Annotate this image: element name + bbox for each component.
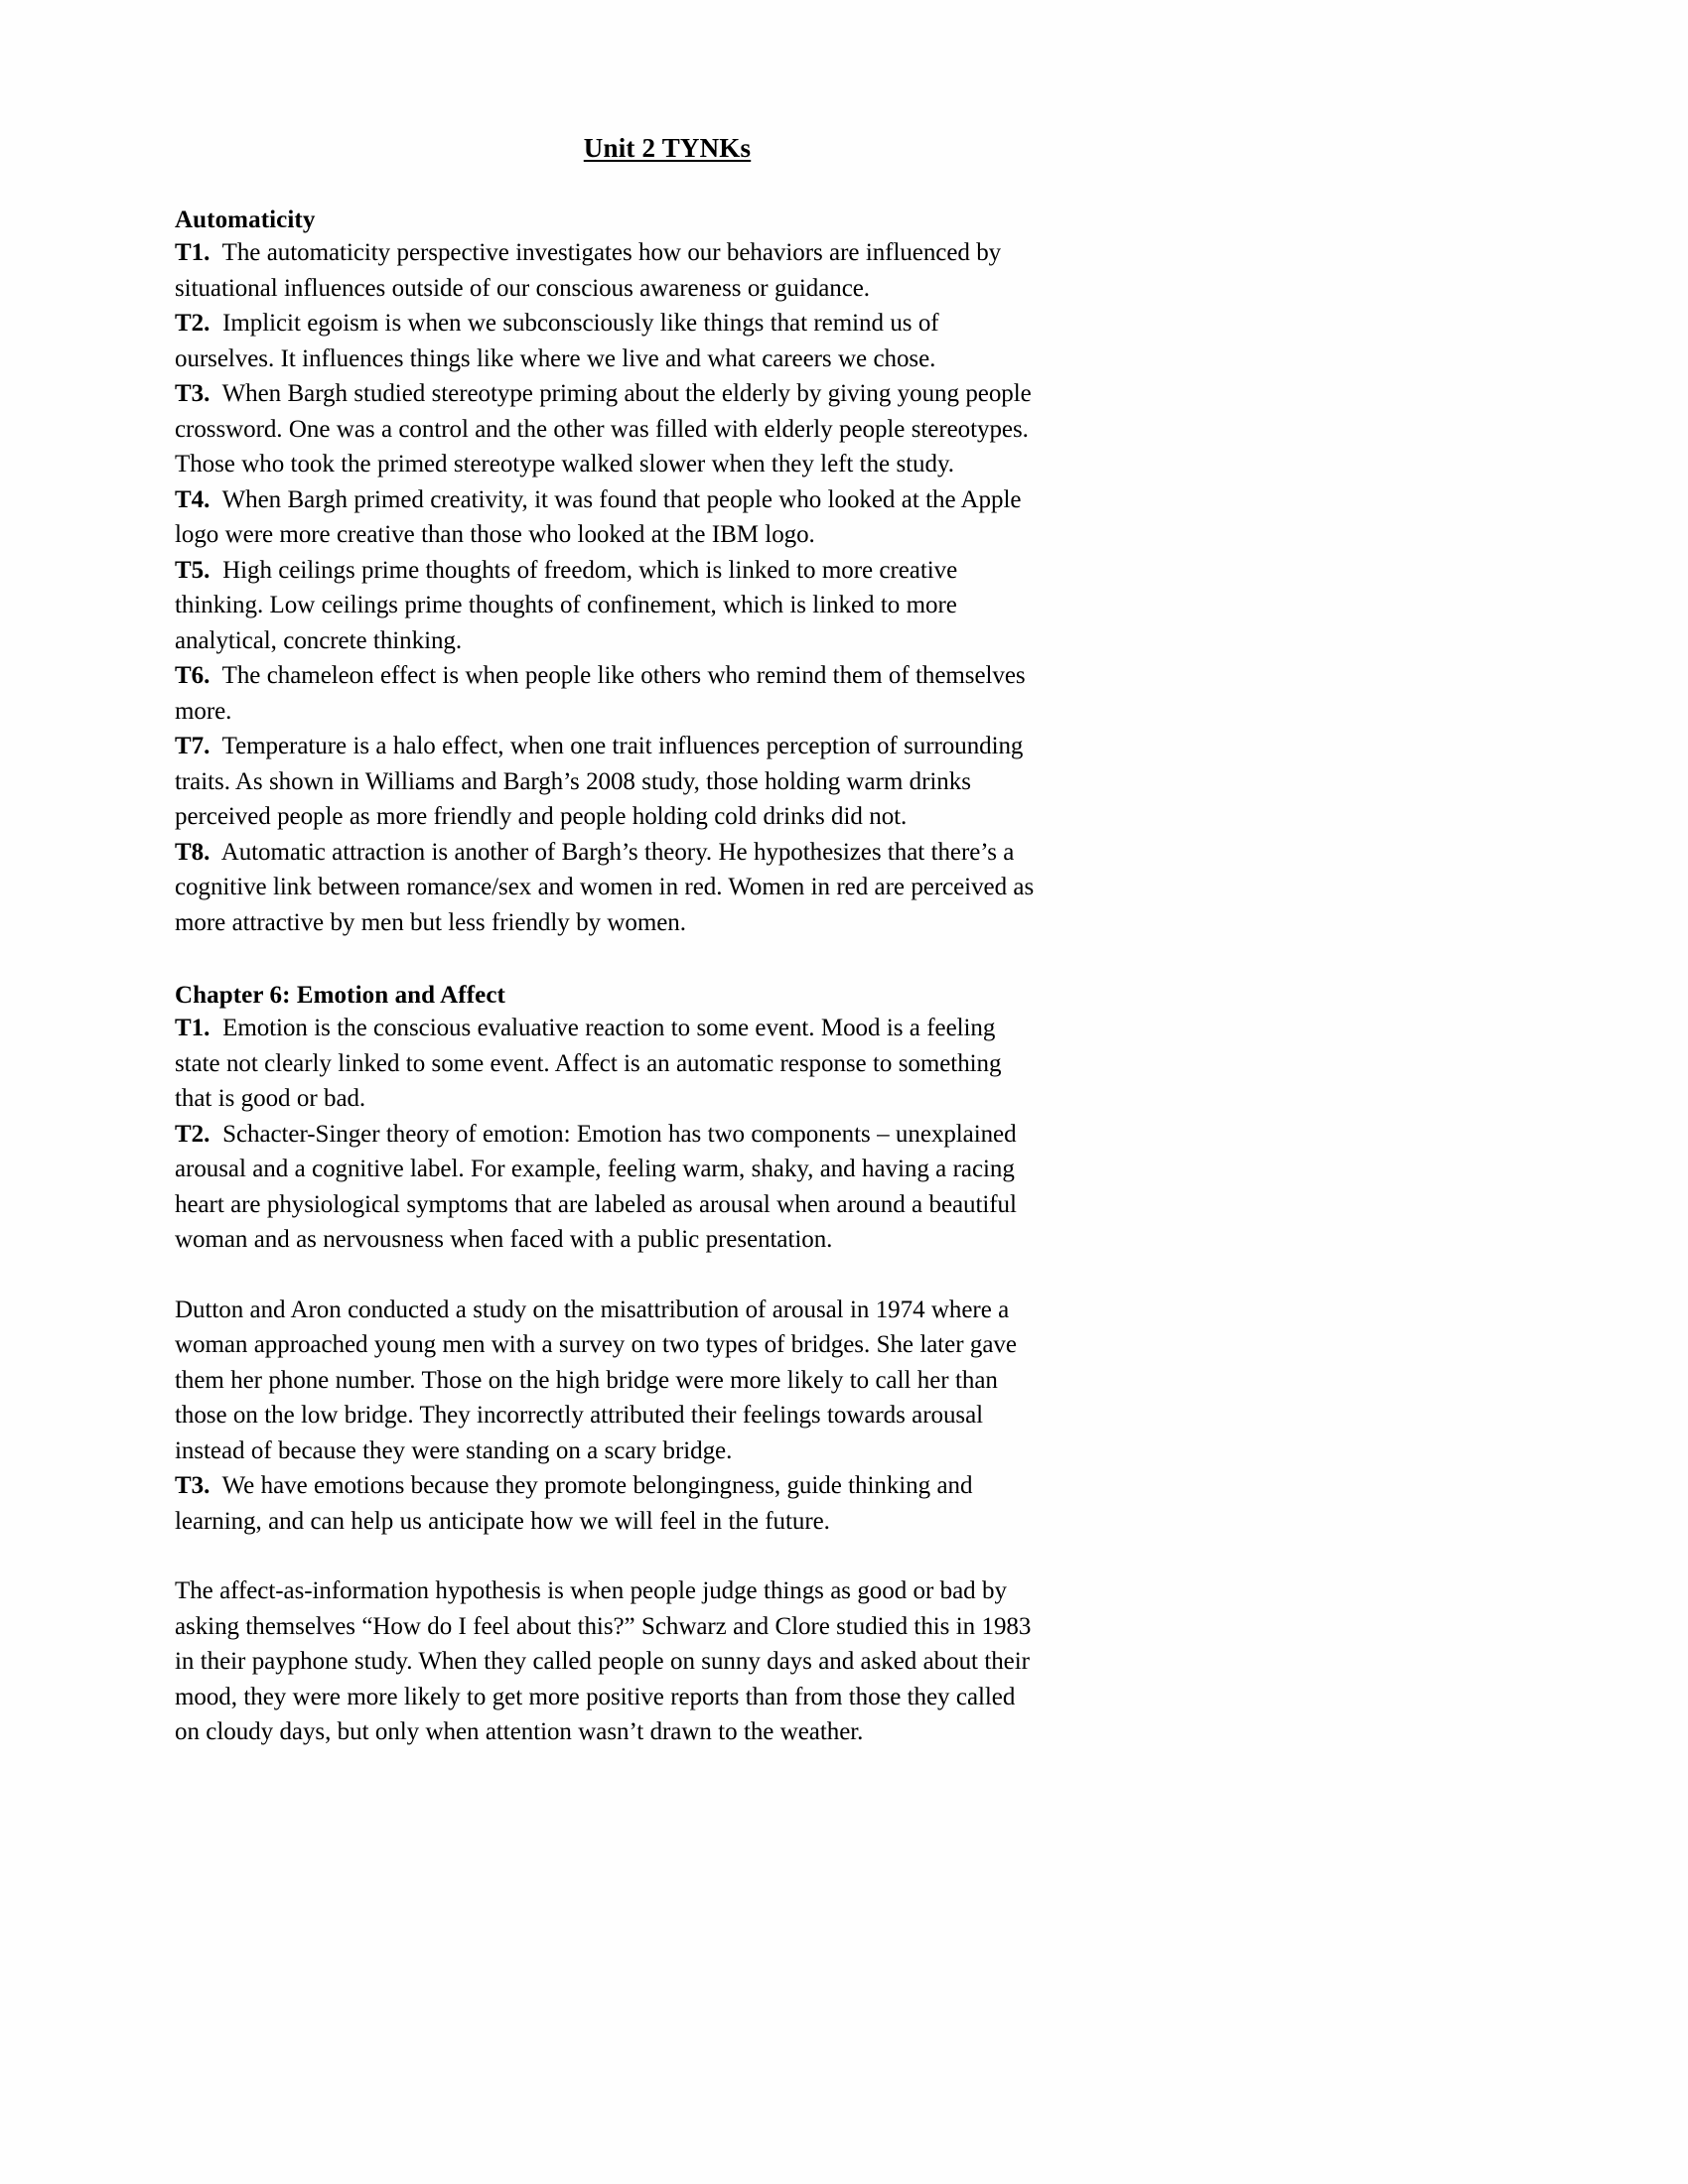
item-text: Emotion is the conscious evaluative reaction to some event. Mood is a feeling state not clearly linked to some event. Affect is an automatic response to something that is good or bad.: [175, 1015, 1002, 1112]
item-label: T4.: [175, 485, 211, 513]
item-label: T2.: [175, 310, 211, 337]
item-label: T6.: [175, 662, 211, 689]
paragraph-spacer: [175, 1258, 1041, 1293]
item-text: Implicit egoism is when we subconsciously like things that remind us of ourselves. It influences things like where we live and what careers we chose.: [175, 310, 939, 372]
item-label: T8.: [175, 838, 211, 866]
list-item: [175, 835, 1041, 941]
paragraph-spacer: [175, 1539, 1041, 1573]
section-heading-automaticity: Automaticity: [175, 206, 316, 233]
item-text: The automaticity perspective investigates how our behaviors are influenced by situational influences outside of our conscious awareness or guidance.: [175, 239, 1002, 302]
item-label: T5.: [175, 556, 211, 584]
item-label: T2.: [175, 1120, 211, 1148]
paragraph-text: Dutton and Aron conducted a study on the misattribution of arousal in 1974 where a woman approached young men with a survey on two types of bridges. She later gave them her phone number. Those on the high bridge were more likely to call her than those on the low bridge. They incorrectly attributed their feelings towards arousal instead of because they were standing on a scary bridge.: [175, 1296, 1017, 1464]
list-item: [175, 482, 1041, 553]
list-item: [175, 1468, 1041, 1539]
list-item: [175, 376, 1041, 482]
paragraph-text: The affect-as-information hypothesis is when people judge things as good or bad by asking themselves “How do I feel about this?” Schwarz and Clore studied this in 1983 in their payphone study. When they called people on sunny days and asked about their mood, they were more likely to get more positive reports than from those they called on cloudy days, but only when attention wasn’t drawn to the weather.: [175, 1577, 1032, 1745]
item-text: Temperature is a halo effect, when one trait influences perception of surrounding traits. As shown in Williams and Bargh’s 2008 study, those holding warm drinks perceived people as more friendly and people holding cold drinks did not.: [175, 733, 1024, 830]
document-content: [175, 131, 1041, 1750]
item-text: We have emotions because they promote belongingness, guide thinking and learning, and can help us anticipate how we will feel in the future.: [175, 1472, 973, 1535]
item-text: The chameleon effect is when people like others who remind them of themselves more.: [175, 662, 1026, 725]
section-heading-chapter-6: Chapter 6: Emotion and Affect: [175, 982, 505, 1009]
list-item: [175, 1011, 1041, 1117]
item-text: Automatic attraction is another of Bargh’s theory. He hypothesizes that there’s a cognitive link between romance/sex and women in red. Women in red are perceived as more attractive by men but less friendly by women.: [175, 838, 1035, 936]
page-title: [175, 131, 1041, 165]
item-text: High ceilings prime thoughts of freedom, which is linked to more creative thinking. Low ceilings prime thoughts of confinement, which is linked to more analytical, concrete thinking.: [175, 556, 958, 654]
list-item: [175, 553, 1041, 659]
page-title-text: Unit 2 TYNKs: [583, 133, 752, 163]
list-item: [175, 1117, 1041, 1258]
item-label: T3.: [175, 1472, 211, 1499]
section-spacer: [175, 940, 1041, 980]
list-item: [175, 306, 1041, 376]
item-text: When Bargh primed creativity, it was found that people who looked at the Apple logo were more creative than those who looked at the IBM logo.: [175, 485, 1022, 548]
list-item: [175, 729, 1041, 835]
section-automaticity: [175, 205, 1041, 940]
item-text: When Bargh studied stereotype priming about the elderly by giving young people crossword. One was a control and the other was filled with elderly people stereotypes. Those who took the primed stereotype walked slower when they left the study.: [175, 380, 1032, 478]
item-text: Schacter-Singer theory of emotion: Emotion has two components – unexplained arousal and a cognitive label. For example, feeling warm, shaky, and having a racing heart are physiological symptoms that are labeled as arousal when around a beautiful woman and as nervousness when faced with a public presentation.: [175, 1120, 1017, 1253]
paragraph: [175, 1573, 1041, 1750]
item-label: T7.: [175, 733, 211, 759]
item-label: T1.: [175, 239, 211, 266]
list-item: [175, 235, 1041, 306]
paragraph: [175, 1293, 1041, 1469]
section-chapter-6: [175, 980, 1041, 1750]
list-item: [175, 658, 1041, 729]
item-label: T1.: [175, 1015, 211, 1041]
item-label: T3.: [175, 380, 211, 407]
